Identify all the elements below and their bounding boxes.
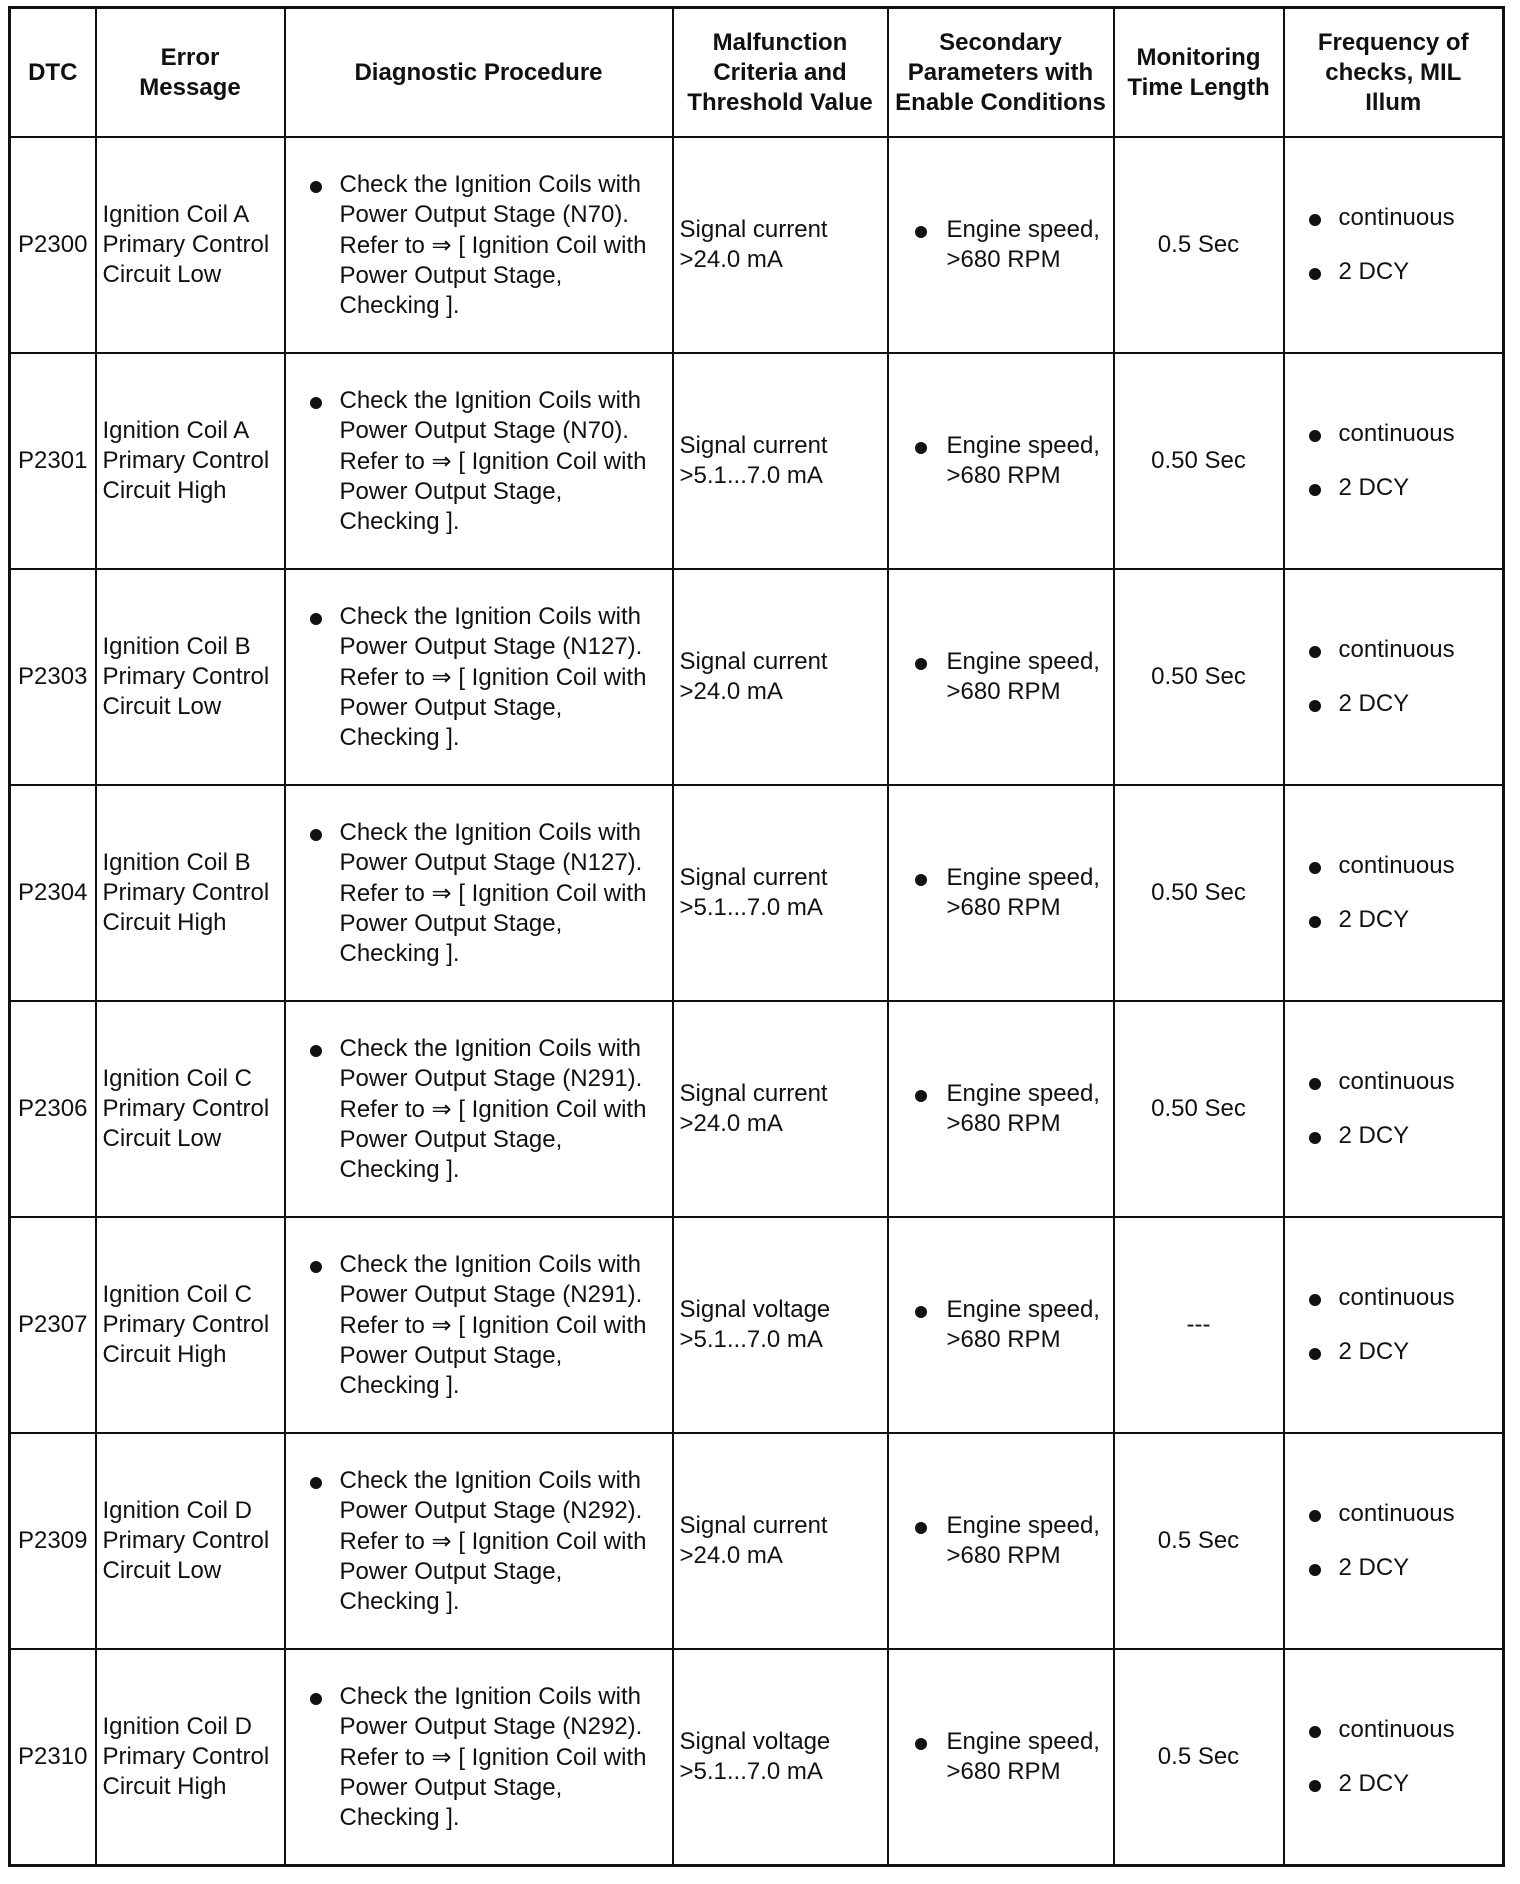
dtc-code xyxy=(10,569,96,785)
error-message-line: Circuit High xyxy=(102,1341,227,1368)
error-message-line: Ignition Coil B xyxy=(102,633,251,660)
monitoring-time-text: 0.50 Sec xyxy=(1151,879,1246,906)
criteria-threshold: >24.0 mA xyxy=(679,678,783,705)
frequency-list xyxy=(1291,851,1497,935)
monitoring-time xyxy=(1114,1649,1284,1866)
frequency-text: 2 DCY xyxy=(1338,1554,1410,1581)
error-message xyxy=(96,137,285,353)
secondary-item xyxy=(895,1511,1107,1571)
procedure-refer: Refer to xyxy=(339,1311,425,1339)
frequency xyxy=(1284,1001,1504,1217)
malfunction-criteria xyxy=(673,137,888,353)
frequency-item xyxy=(1291,1283,1497,1313)
diagnostic-procedure xyxy=(285,1001,673,1217)
dtc-code-text: P2310 xyxy=(18,1743,88,1770)
error-message-line: Circuit High xyxy=(102,477,227,504)
table-header xyxy=(10,8,1504,138)
procedure-link[interactable]: [ Ignition Coil with Power Output Stage, Checking ]. xyxy=(339,1095,647,1183)
frequency-item xyxy=(1291,473,1497,503)
error-message-line: Ignition Coil A xyxy=(102,417,250,444)
frequency-item xyxy=(1291,635,1497,665)
procedure-list xyxy=(292,818,666,969)
procedure-item xyxy=(292,386,666,537)
diagnostic-procedure xyxy=(285,353,673,569)
error-message-line: Ignition Coil D xyxy=(102,1713,252,1740)
criteria-threshold: >5.1...7.0 mA xyxy=(679,1758,823,1785)
monitoring-time-text: 0.5 Sec xyxy=(1157,1743,1240,1770)
secondary-parameters xyxy=(888,785,1114,1001)
dtc-code-text: P2301 xyxy=(18,447,88,474)
frequency-text: 2 DCY xyxy=(1338,906,1410,933)
procedure-refer: Refer to xyxy=(339,1743,425,1771)
procedure-item xyxy=(292,170,666,321)
error-message-line: Primary Control xyxy=(102,231,270,258)
table-row xyxy=(10,1001,1504,1217)
error-message-line: Primary Control xyxy=(102,447,270,474)
frequency-item xyxy=(1291,1553,1497,1583)
procedure-link[interactable]: [ Ignition Coil with Power Output Stage, Checking ]. xyxy=(339,1527,647,1615)
secondary-parameters xyxy=(888,1649,1114,1866)
procedure-refer: Refer to xyxy=(339,231,425,259)
header-error-message: Error Message xyxy=(96,8,285,138)
dtc-code-text: P2303 xyxy=(18,663,88,690)
procedure-item xyxy=(292,818,666,969)
criteria-threshold: >24.0 mA xyxy=(679,1110,783,1137)
arrow-right-icon: ⇒ xyxy=(431,230,452,259)
procedure-item xyxy=(292,1250,666,1401)
frequency-item xyxy=(1291,419,1497,449)
procedure-refer: Refer to xyxy=(339,879,425,907)
monitoring-time-text: 0.50 Sec xyxy=(1151,1095,1246,1122)
diagnostic-procedure xyxy=(285,1649,673,1866)
frequency-item xyxy=(1291,1715,1497,1745)
dtc-code xyxy=(10,353,96,569)
diagnostic-procedure xyxy=(285,785,673,1001)
error-message xyxy=(96,569,285,785)
dtc-code-text: P2300 xyxy=(18,231,88,258)
secondary-parameters xyxy=(888,1433,1114,1649)
frequency-item xyxy=(1291,905,1497,935)
header-secondary-parameters: Secondary Parameters with Enable Conditions xyxy=(888,8,1114,138)
error-message-line: Ignition Coil C xyxy=(102,1065,252,1092)
criteria-threshold: >5.1...7.0 mA xyxy=(679,894,823,921)
malfunction-criteria xyxy=(673,569,888,785)
secondary-text: Engine speed, >680 RPM xyxy=(946,432,1100,489)
secondary-item xyxy=(895,215,1107,275)
header-frequency: Frequency of checks, MIL Illum xyxy=(1284,8,1504,138)
procedure-link[interactable]: [ Ignition Coil with Power Output Stage, Checking ]. xyxy=(339,1311,647,1399)
secondary-list xyxy=(895,215,1107,275)
malfunction-criteria xyxy=(673,1001,888,1217)
dtc-code xyxy=(10,1001,96,1217)
criteria-signal: Signal current xyxy=(679,1512,828,1539)
malfunction-criteria xyxy=(673,353,888,569)
error-message-line: Circuit Low xyxy=(102,261,222,288)
criteria-threshold: >24.0 mA xyxy=(679,246,783,273)
secondary-parameters xyxy=(888,137,1114,353)
secondary-text: Engine speed, >680 RPM xyxy=(946,1080,1100,1137)
error-message-line: Primary Control xyxy=(102,1095,270,1122)
arrow-right-icon: ⇒ xyxy=(431,662,452,691)
error-message xyxy=(96,1649,285,1866)
frequency-text: continuous xyxy=(1338,420,1455,447)
procedure-intro: Check the Ignition Coils with Power Output Stage (N292). xyxy=(339,1682,643,1740)
criteria-signal: Signal current xyxy=(679,216,828,243)
procedure-refer: Refer to xyxy=(339,447,425,475)
procedure-list xyxy=(292,1250,666,1401)
error-message-line: Circuit Low xyxy=(102,1557,222,1584)
monitoring-time xyxy=(1114,137,1284,353)
error-message xyxy=(96,1433,285,1649)
arrow-right-icon: ⇒ xyxy=(431,1742,452,1771)
monitoring-time-text: 0.50 Sec xyxy=(1151,663,1246,690)
procedure-intro: Check the Ignition Coils with Power Output Stage (N292). xyxy=(339,1466,643,1524)
monitoring-time xyxy=(1114,1217,1284,1433)
procedure-list xyxy=(292,1466,666,1617)
secondary-list xyxy=(895,863,1107,923)
secondary-text: Engine speed, >680 RPM xyxy=(946,1512,1100,1569)
secondary-item xyxy=(895,1727,1107,1787)
procedure-list xyxy=(292,386,666,537)
secondary-list xyxy=(895,1511,1107,1571)
dtc-code-text: P2306 xyxy=(18,1095,88,1122)
secondary-text: Engine speed, >680 RPM xyxy=(946,1296,1100,1353)
procedure-refer: Refer to xyxy=(339,1095,425,1123)
procedure-refer: Refer to xyxy=(339,1527,425,1555)
procedure-intro: Check the Ignition Coils with Power Output Stage (N127). xyxy=(339,818,643,876)
procedure-item xyxy=(292,1466,666,1617)
table-row xyxy=(10,137,1504,353)
criteria-threshold: >24.0 mA xyxy=(679,1542,783,1569)
secondary-text: Engine speed, >680 RPM xyxy=(946,648,1100,705)
diagnostic-procedure xyxy=(285,1433,673,1649)
dtc-code-text: P2304 xyxy=(18,879,88,906)
criteria-signal: Signal current xyxy=(679,648,828,675)
malfunction-criteria xyxy=(673,785,888,1001)
arrow-right-icon: ⇒ xyxy=(431,1094,452,1123)
frequency xyxy=(1284,137,1504,353)
secondary-item xyxy=(895,431,1107,491)
criteria-signal: Signal current xyxy=(679,1080,828,1107)
secondary-parameters xyxy=(888,569,1114,785)
procedure-link[interactable]: [ Ignition Coil with Power Output Stage, Checking ]. xyxy=(339,447,647,535)
monitoring-time xyxy=(1114,353,1284,569)
secondary-parameters xyxy=(888,1001,1114,1217)
table-body xyxy=(10,137,1504,1866)
secondary-parameters xyxy=(888,353,1114,569)
procedure-list xyxy=(292,1034,666,1185)
procedure-link[interactable]: [ Ignition Coil with Power Output Stage, Checking ]. xyxy=(339,663,647,751)
dtc-code xyxy=(10,1433,96,1649)
header-monitoring-time: Monitoring Time Length xyxy=(1114,8,1284,138)
header-diagnostic-procedure: Diagnostic Procedure xyxy=(285,8,673,138)
arrow-right-icon: ⇒ xyxy=(431,1310,452,1339)
frequency-list xyxy=(1291,203,1497,287)
frequency-list xyxy=(1291,635,1497,719)
secondary-text: Engine speed, >680 RPM xyxy=(946,216,1100,273)
procedure-list xyxy=(292,1682,666,1833)
secondary-item xyxy=(895,647,1107,707)
malfunction-criteria xyxy=(673,1217,888,1433)
diagnostic-procedure xyxy=(285,137,673,353)
frequency-text: 2 DCY xyxy=(1338,690,1410,717)
secondary-list xyxy=(895,1295,1107,1355)
frequency-text: continuous xyxy=(1338,204,1455,231)
procedure-intro: Check the Ignition Coils with Power Output Stage (N70). xyxy=(339,170,641,228)
error-message-line: Primary Control xyxy=(102,1527,270,1554)
monitoring-time xyxy=(1114,569,1284,785)
table-row xyxy=(10,1649,1504,1866)
frequency xyxy=(1284,785,1504,1001)
secondary-text: Engine speed, >680 RPM xyxy=(946,1728,1100,1785)
frequency-text: 2 DCY xyxy=(1338,1770,1410,1797)
criteria-threshold: >5.1...7.0 mA xyxy=(679,462,823,489)
secondary-item xyxy=(895,863,1107,923)
error-message-line: Circuit Low xyxy=(102,693,222,720)
procedure-intro: Check the Ignition Coils with Power Output Stage (N70). xyxy=(339,386,641,444)
frequency-item xyxy=(1291,203,1497,233)
frequency-list xyxy=(1291,1283,1497,1367)
table-row xyxy=(10,1217,1504,1433)
monitoring-time-text: --- xyxy=(1186,1311,1211,1338)
frequency-item xyxy=(1291,689,1497,719)
table-row xyxy=(10,569,1504,785)
arrow-right-icon: ⇒ xyxy=(431,1526,452,1555)
error-message-line: Primary Control xyxy=(102,1743,270,1770)
secondary-list xyxy=(895,1727,1107,1787)
monitoring-time xyxy=(1114,1001,1284,1217)
frequency-item xyxy=(1291,1067,1497,1097)
frequency xyxy=(1284,1649,1504,1866)
error-message-line: Ignition Coil C xyxy=(102,1281,252,1308)
error-message-line: Ignition Coil D xyxy=(102,1497,252,1524)
frequency xyxy=(1284,569,1504,785)
error-message-line: Primary Control xyxy=(102,1311,270,1338)
procedure-link[interactable]: [ Ignition Coil with Power Output Stage, Checking ]. xyxy=(339,231,647,319)
error-message-line: Primary Control xyxy=(102,663,270,690)
frequency-text: 2 DCY xyxy=(1338,474,1410,501)
dtc-code-text: P2307 xyxy=(18,1311,88,1338)
procedure-item xyxy=(292,1682,666,1833)
frequency-text: 2 DCY xyxy=(1338,258,1410,285)
frequency xyxy=(1284,1217,1504,1433)
error-message-line: Ignition Coil B xyxy=(102,849,251,876)
frequency-item xyxy=(1291,1121,1497,1151)
diagnostic-procedure xyxy=(285,1217,673,1433)
error-message xyxy=(96,353,285,569)
procedure-refer: Refer to xyxy=(339,663,425,691)
secondary-text: Engine speed, >680 RPM xyxy=(946,864,1100,921)
table-row xyxy=(10,353,1504,569)
frequency-list xyxy=(1291,1067,1497,1151)
secondary-list xyxy=(895,1079,1107,1139)
malfunction-criteria xyxy=(673,1433,888,1649)
criteria-signal: Signal voltage xyxy=(679,1296,831,1323)
procedure-link[interactable]: [ Ignition Coil with Power Output Stage, Checking ]. xyxy=(339,1743,647,1831)
frequency-text: continuous xyxy=(1338,852,1455,879)
dtc-code xyxy=(10,1217,96,1433)
procedure-intro: Check the Ignition Coils with Power Output Stage (N291). xyxy=(339,1250,643,1308)
frequency-text: continuous xyxy=(1338,1500,1455,1527)
frequency-text: continuous xyxy=(1338,636,1455,663)
criteria-signal: Signal voltage xyxy=(679,1728,831,1755)
error-message-line: Primary Control xyxy=(102,879,270,906)
diagnostic-procedure xyxy=(285,569,673,785)
table-row xyxy=(10,785,1504,1001)
frequency-item xyxy=(1291,1769,1497,1799)
frequency-item xyxy=(1291,257,1497,287)
procedure-intro: Check the Ignition Coils with Power Output Stage (N127). xyxy=(339,602,643,660)
frequency-list xyxy=(1291,419,1497,503)
arrow-right-icon: ⇒ xyxy=(431,878,452,907)
secondary-item xyxy=(895,1295,1107,1355)
procedure-item xyxy=(292,602,666,753)
frequency-item xyxy=(1291,851,1497,881)
frequency xyxy=(1284,353,1504,569)
header-malfunction-criteria: Malfunction Criteria and Threshold Value xyxy=(673,8,888,138)
malfunction-criteria xyxy=(673,1649,888,1866)
secondary-parameters xyxy=(888,1217,1114,1433)
error-message-line: Ignition Coil A xyxy=(102,201,250,228)
dtc-code xyxy=(10,785,96,1001)
frequency-item xyxy=(1291,1337,1497,1367)
error-message-line: Circuit High xyxy=(102,1773,227,1800)
dtc-code xyxy=(10,137,96,353)
frequency-text: continuous xyxy=(1338,1716,1455,1743)
error-message-line: Circuit Low xyxy=(102,1125,222,1152)
frequency-text: continuous xyxy=(1338,1284,1455,1311)
criteria-signal: Signal current xyxy=(679,432,828,459)
dtc-table xyxy=(8,6,1505,1867)
procedure-intro: Check the Ignition Coils with Power Output Stage (N291). xyxy=(339,1034,643,1092)
dtc-code xyxy=(10,1649,96,1866)
error-message xyxy=(96,1001,285,1217)
monitoring-time xyxy=(1114,1433,1284,1649)
monitoring-time-text: 0.5 Sec xyxy=(1157,1527,1240,1554)
criteria-threshold: >5.1...7.0 mA xyxy=(679,1326,823,1353)
monitoring-time-text: 0.5 Sec xyxy=(1157,231,1240,258)
criteria-signal: Signal current xyxy=(679,864,828,891)
frequency-text: 2 DCY xyxy=(1338,1122,1410,1149)
frequency-list xyxy=(1291,1499,1497,1583)
error-message xyxy=(96,785,285,1001)
frequency-text: continuous xyxy=(1338,1068,1455,1095)
frequency xyxy=(1284,1433,1504,1649)
header-row xyxy=(10,8,1504,138)
procedure-list xyxy=(292,170,666,321)
error-message-line: Circuit High xyxy=(102,909,227,936)
frequency-item xyxy=(1291,1499,1497,1529)
secondary-item xyxy=(895,1079,1107,1139)
procedure-item xyxy=(292,1034,666,1185)
arrow-right-icon: ⇒ xyxy=(431,446,452,475)
procedure-list xyxy=(292,602,666,753)
table-row xyxy=(10,1433,1504,1649)
monitoring-time xyxy=(1114,785,1284,1001)
frequency-text: 2 DCY xyxy=(1338,1338,1410,1365)
secondary-list xyxy=(895,431,1107,491)
procedure-link[interactable]: [ Ignition Coil with Power Output Stage, Checking ]. xyxy=(339,879,647,967)
frequency-list xyxy=(1291,1715,1497,1799)
header-dtc: DTC xyxy=(10,8,96,138)
dtc-code-text: P2309 xyxy=(18,1527,88,1554)
monitoring-time-text: 0.50 Sec xyxy=(1151,447,1246,474)
secondary-list xyxy=(895,647,1107,707)
error-message xyxy=(96,1217,285,1433)
